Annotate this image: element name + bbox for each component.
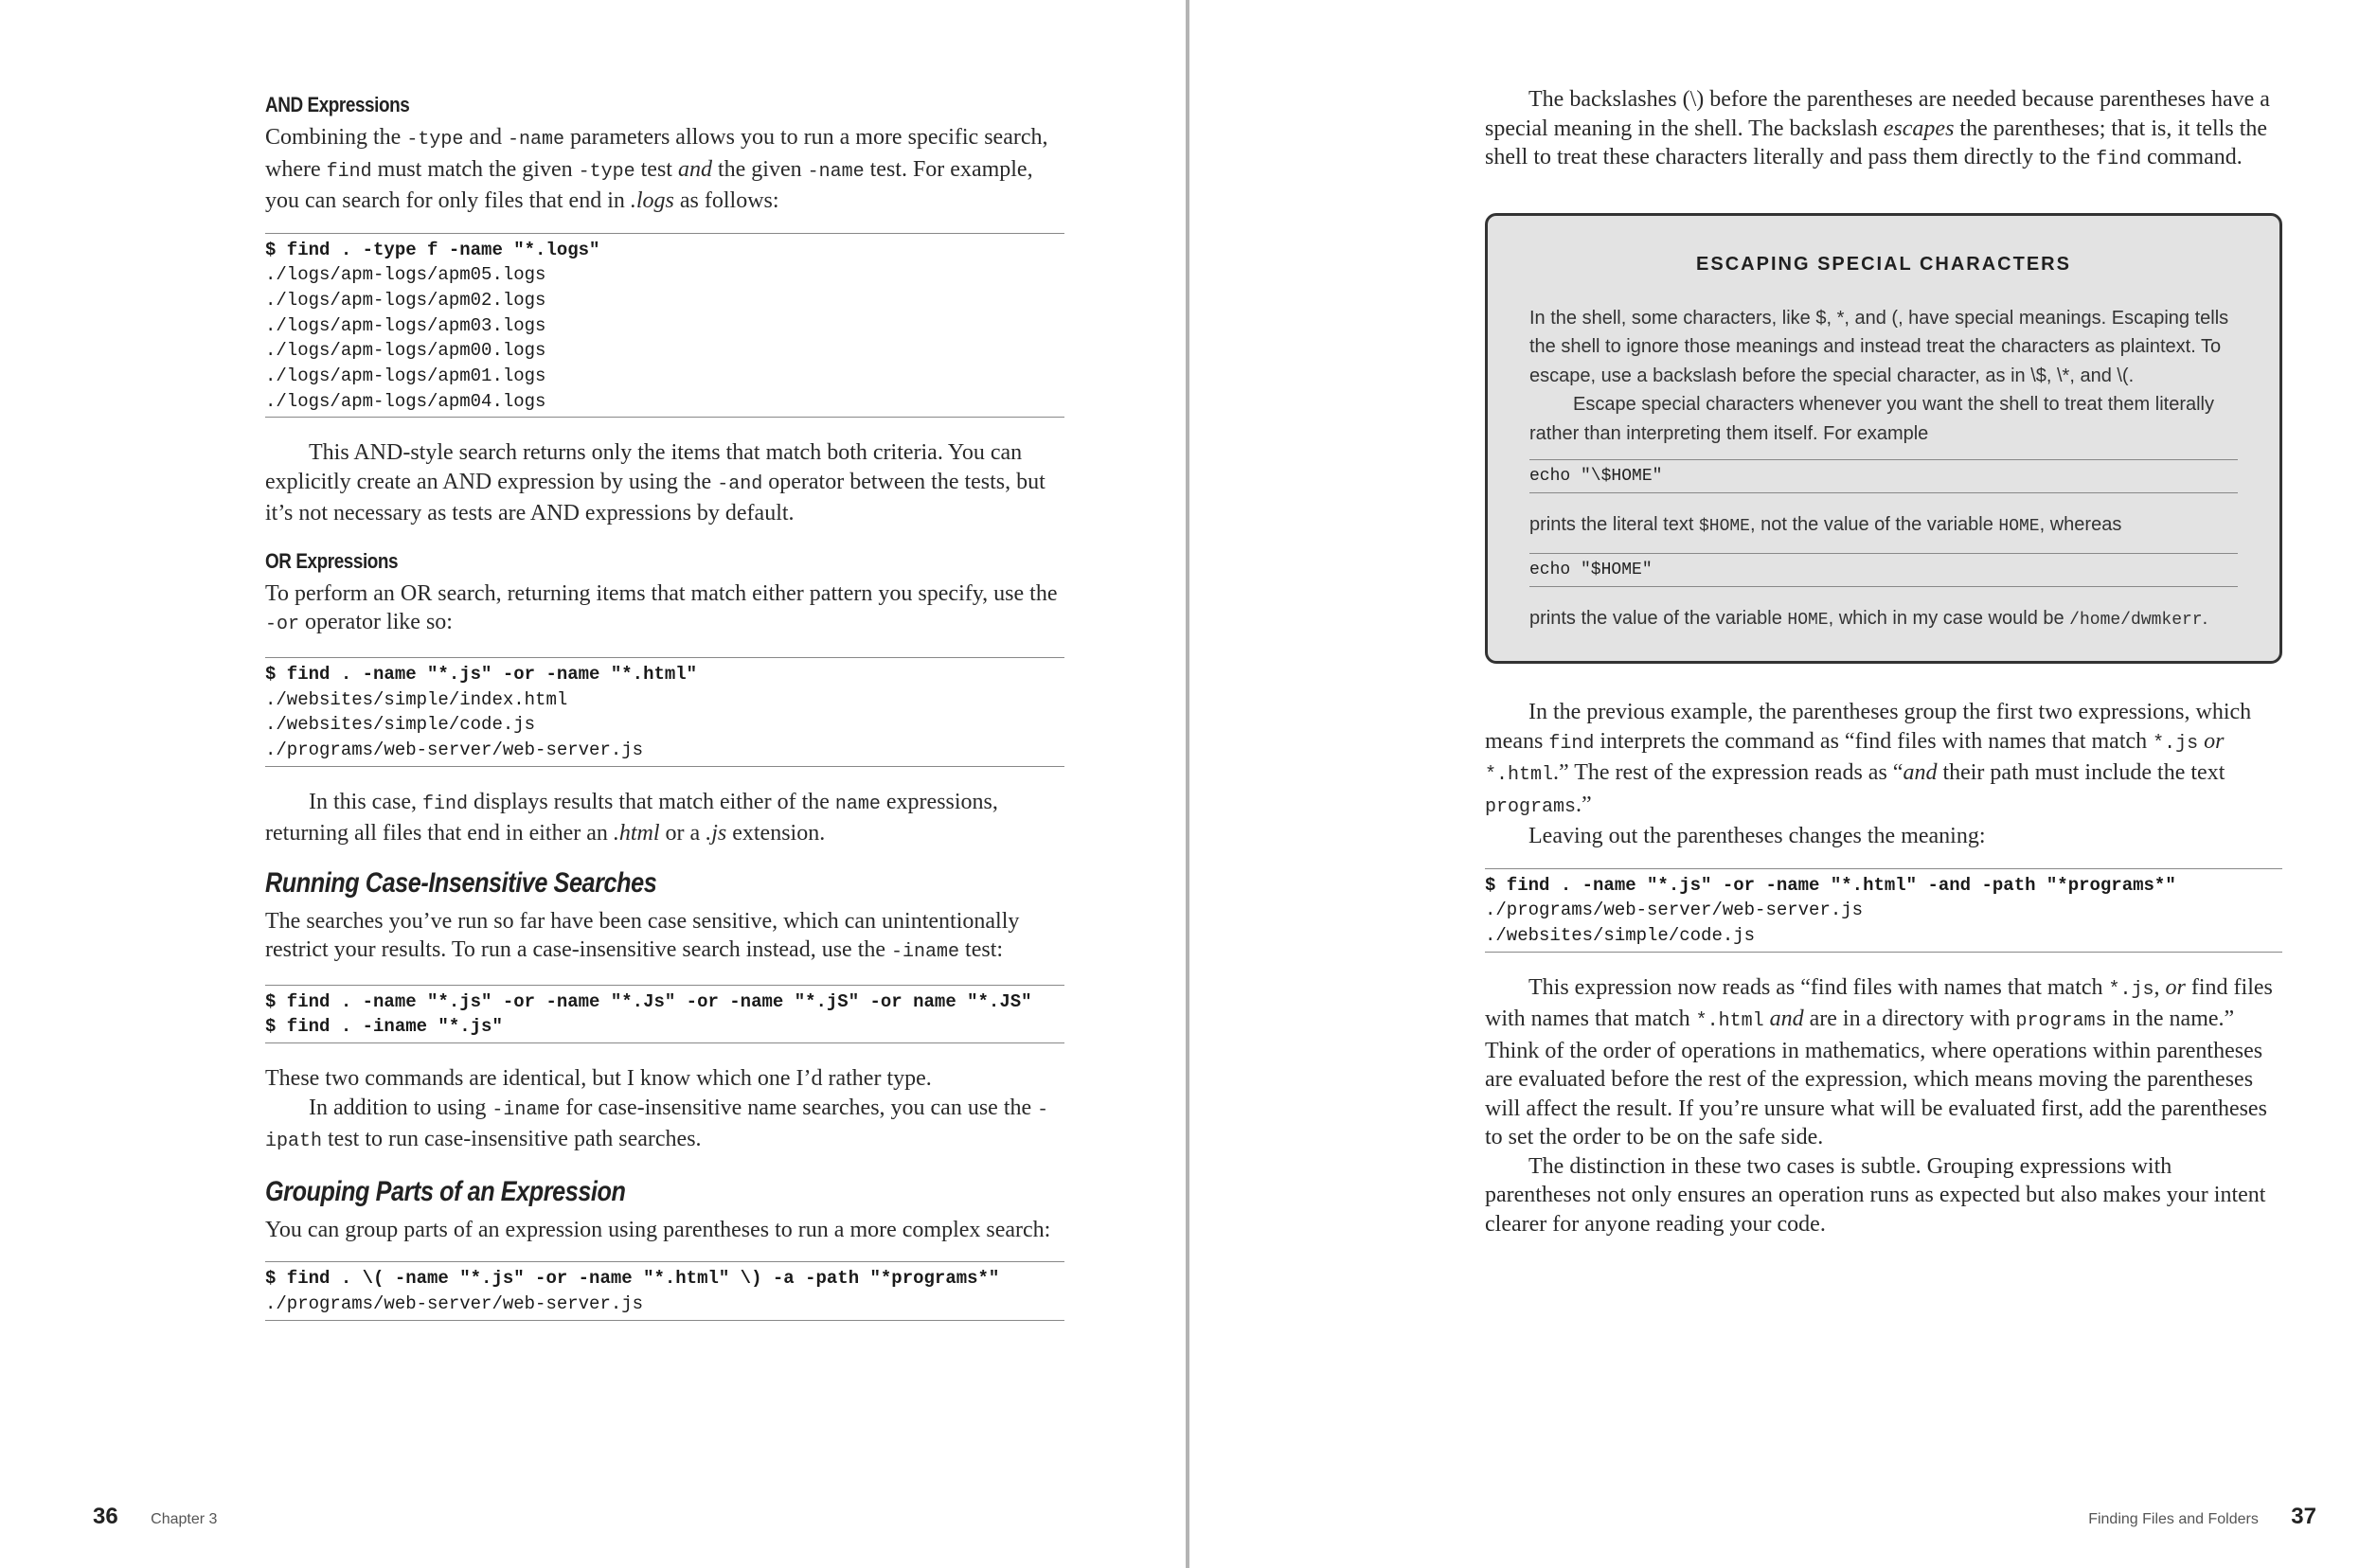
heading-grouping: Grouping Parts of an Expression xyxy=(265,1175,626,1207)
paragraph-case-1: The searches you’ve run so far have been case sensitive, which can unintentionally restrict your results. To run a case-insensitive search instead, use the -iname test: xyxy=(265,908,1020,964)
sidebar-escaping-box xyxy=(1485,213,2282,665)
chapter-label: Chapter 3 xyxy=(151,1511,218,1527)
chapter-title-label: Finding Files and Folders xyxy=(2088,1511,2259,1527)
page-gutter xyxy=(1186,0,1189,1568)
paragraph-or-2: In this case, find displays results that match either of the name expressions, returning all files that end in either an .html or a .js extension. xyxy=(265,789,998,846)
heading-and-expressions: AND Expressions xyxy=(265,93,410,116)
sidebar-paragraph-2: Escape special characters whenever you want the shell to treat them literally rather than interpreting them itself. For example xyxy=(1529,394,2215,444)
code-block-case: $ find . -name "*.js" -or -name "*.Js" -or -name "*.jS" -or name "*.JS" $ find . -iname "*.js" xyxy=(265,985,1064,1043)
paragraph-expression-reads: This expression now reads as “find files with names that match *.js, or find files with names that match *.html and are in a directory with programs in the name.” Think of the order of operations in mathematics, where operations within parentheses are evaluated before the rest of the expression, which means moving the parentheses will affect the result. If you’re unsure what will be evaluated first, add the parentheses to set the order to be on the safe side. xyxy=(1485,974,2273,1150)
paragraph-case-2: These two commands are identical, but I know which one I’d rather type. xyxy=(265,1066,932,1092)
paragraph-and-2: This AND-style search returns only the items that match both criteria. You can explicitly create an AND expression by using the -and operator between the tests, but it’s not necessary as tests are AND expressions by default. xyxy=(265,440,1046,526)
heading-case-insensitive: Running Case-Insensitive Searches xyxy=(265,866,657,899)
sidebar-paragraph-4: prints the value of the variable HOME, which in my case would be /home/dwmkerr. xyxy=(1529,607,2208,630)
paragraph-group-1: You can group parts of an expression using parentheses to run a more complex search: xyxy=(265,1217,1051,1242)
sidebar-code-1: echo "\$HOME" xyxy=(1529,459,2238,493)
page-number-right: 37 xyxy=(2291,1504,2316,1529)
paragraph-distinction: The distinction in these two cases is subtle. Grouping expressions with parentheses not only ensures an operation runs as expected but also makes your intent clearer for anyone reading your code. xyxy=(1485,1153,2266,1237)
code-block-group: $ find . \( -name "*.js" -or -name "*.html" \) -a -path "*programs*" ./programs/web-server/web-server.js xyxy=(265,1261,1064,1320)
sidebar-title: ESCAPING SPECIAL CHARACTERS xyxy=(1696,253,2071,275)
paragraph-backslashes: The backslashes (\) before the parentheses are needed because parentheses have a special meaning in the shell. The backslash escapes the parentheses; that is, it tells the shell to treat these characters literally and pass them directly to the find command. xyxy=(1485,87,2270,170)
right-page-body xyxy=(1485,85,2282,1238)
paragraph-leaving-out: Leaving out the parentheses changes the meaning: xyxy=(1528,824,1986,848)
paragraph-and-1: Combining the -type and -name parameters allows you to run a more specific search, where find must match the given -type test and the given -name test. For example, you can search for only files that end in .logs as follows: xyxy=(265,125,1048,213)
paragraph-case-3: In addition to using -iname for case-insensitive name searches, you can use the -ipath test to run case-insensitive path searches. xyxy=(265,1095,1049,1153)
code-block-no-parens: $ find . -name "*.js" -or -name "*.html" -and -path "*programs*" ./programs/web-server/web-server.js ./websites/simple/code.js xyxy=(1485,868,2282,953)
sidebar-paragraph-3: prints the literal text $HOME, not the value of the variable HOME, whereas xyxy=(1529,514,2122,536)
paragraph-previous-example: In the previous example, the parentheses group the first two expressions, which means find interprets the command as “find files with names that match *.js or *.html.” The rest of the expression reads as “and their path must include the text programs.” xyxy=(1485,700,2252,818)
paragraph-or-1: To perform an OR search, returning items that match either pattern you specify, use the -or operator like so: xyxy=(265,580,1058,636)
page-number-left: 36 xyxy=(93,1504,118,1529)
left-page xyxy=(0,0,1188,1568)
code-block-or: $ find . -name "*.js" -or -name "*.html" ./websites/simple/index.html ./websites/simple/code.js ./programs/web-server/web-server.js xyxy=(265,657,1064,767)
code-block-and: $ find . -type f -name "*.logs" ./logs/apm-logs/apm05.logs ./logs/apm-logs/apm02.logs ./logs/apm-logs/apm03.logs ./logs/apm-logs/apm00.logs ./logs/apm-logs/apm01.logs ./logs/apm-logs/apm04.logs xyxy=(265,233,1064,419)
heading-or-expressions: OR Expressions xyxy=(265,548,399,573)
left-page-body xyxy=(265,85,1064,1342)
right-page xyxy=(1191,0,2377,1568)
left-footer xyxy=(93,1504,217,1530)
sidebar-code-2: echo "$HOME" xyxy=(1529,553,2238,587)
right-footer xyxy=(2088,1504,2316,1530)
sidebar-paragraph-1: In the shell, some characters, like $, *, and (, have special meanings. Escaping tells the shell to ignore those meanings and instead treat the characters as plaintext. To escape, use a backslash before the special character, as in \$, \*, and \(. xyxy=(1529,307,2229,386)
